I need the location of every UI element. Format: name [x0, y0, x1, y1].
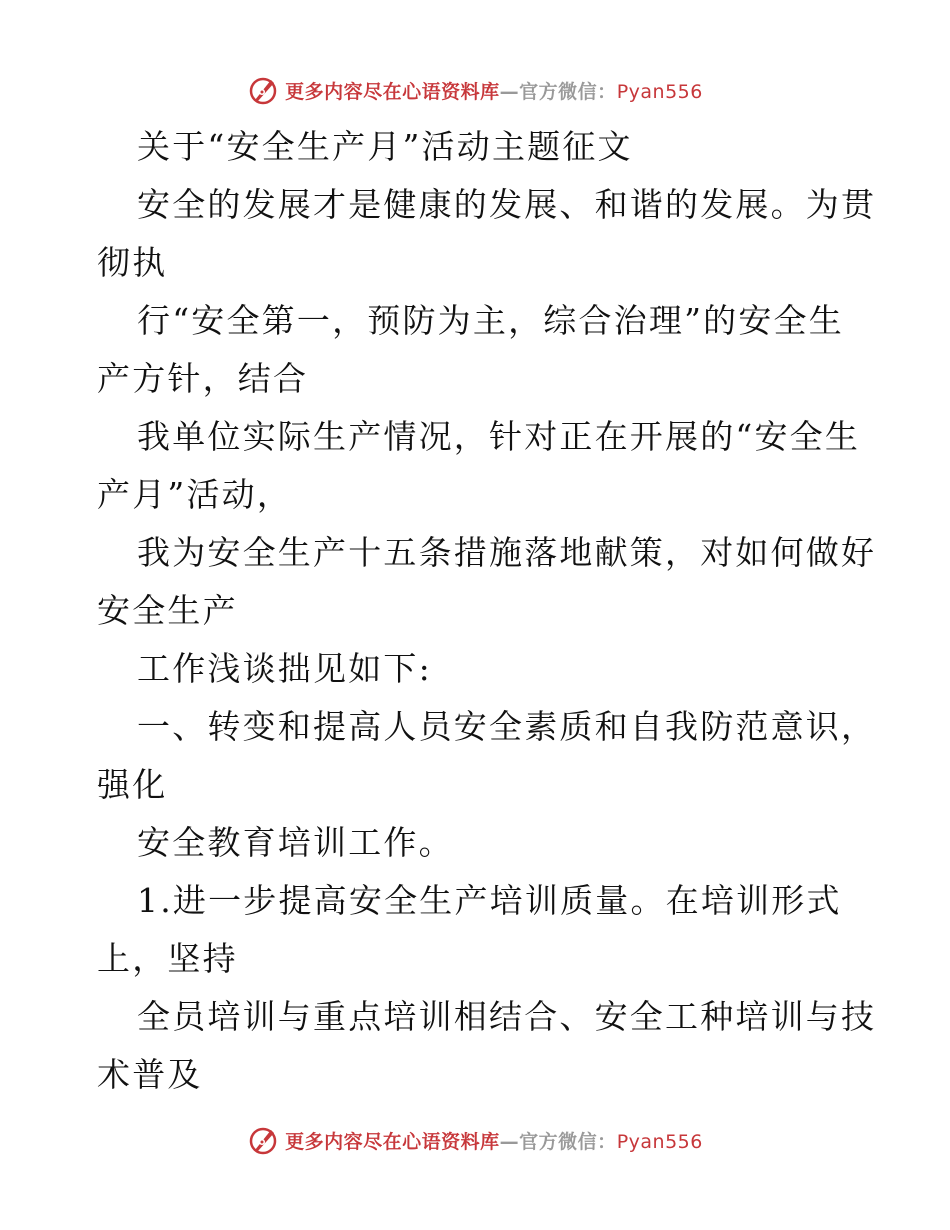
- watermark-text: [285, 1127, 703, 1154]
- text-line: 全员培训与重点培训相结合、安全工种培训与技: [137, 997, 877, 1036]
- text-line: 产方针，结合: [97, 359, 309, 398]
- quill-logo-icon: [247, 74, 279, 106]
- text-line: 工作浅谈拙见如下:: [137, 649, 432, 688]
- text-line: 关于“安全生产月”活动主题征文: [137, 127, 633, 166]
- watermark-main: 更多内容尽在心语资料库: [285, 1130, 500, 1153]
- text-line: 我为安全生产十五条措施落地献策，对如何做好: [137, 533, 877, 572]
- quill-logo-icon: [247, 1124, 279, 1156]
- watermark-text: [285, 77, 703, 104]
- text-line: 一、转变和提高人员安全素质和自我防范意识，: [137, 707, 877, 746]
- watermark-header: [0, 70, 950, 110]
- text-line: 产月”活动，: [97, 475, 293, 514]
- watermark-footer: [0, 1120, 950, 1160]
- watermark-id: Pyan556: [616, 1130, 703, 1153]
- watermark-label: 官方微信：: [519, 1130, 617, 1153]
- text-line: 强化: [97, 765, 168, 804]
- text-line: 安全的发展才是健康的发展、和谐的发展。为贯: [137, 185, 877, 224]
- watermark-dash: —: [499, 80, 520, 103]
- text-line: 安全教育培训工作。: [137, 823, 454, 862]
- text-line: 术普及: [97, 1055, 203, 1094]
- text-line: 1.进一步提高安全生产培训质量。在培训形式: [137, 881, 842, 920]
- text-line: 上，坚持: [97, 939, 238, 978]
- text-line: 行“安全第一，预防为主，综合治理”的安全生: [137, 301, 844, 340]
- watermark-label: 官方微信：: [519, 80, 617, 103]
- document-body: [97, 118, 877, 1104]
- watermark-dash: —: [499, 1130, 520, 1153]
- text-line: 我单位实际生产情况，针对正在开展的“安全生: [137, 417, 861, 456]
- text-line: 彻执: [97, 243, 168, 282]
- text-line: 安全生产: [97, 591, 238, 630]
- watermark-main: 更多内容尽在心语资料库: [285, 80, 500, 103]
- watermark-id: Pyan556: [616, 80, 703, 103]
